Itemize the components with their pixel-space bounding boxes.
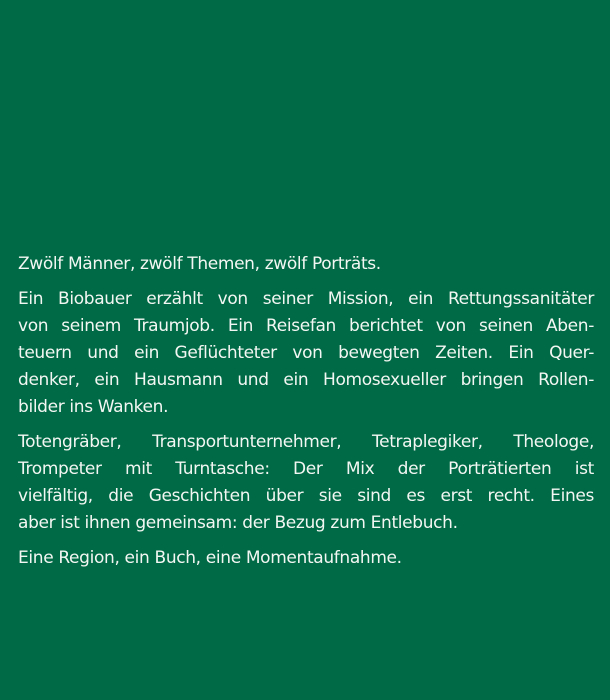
intro-line: Zwölf Männer, zwölf Themen, zwölf Porträts. bbox=[18, 254, 381, 274]
paragraph-mix-line: aber ist ihnen gemeinsam: der Bezug zum Entlebuch. bbox=[18, 513, 458, 533]
paragraph-mix-line: vielfältig, die Geschichten über sie sind es erst recht. Eines bbox=[18, 486, 594, 506]
paragraph-portraits bbox=[18, 286, 594, 421]
paragraph-portraits-line: denker, ein Hausmann und ein Homosexueller bringen Rollen- bbox=[18, 370, 594, 390]
paragraph-mix-line: Totengräber, Transportunternehmer, Tetraplegiker, Theologe, bbox=[18, 432, 594, 452]
paragraph-portraits-line: bilder ins Wanken. bbox=[18, 397, 169, 417]
paragraph-portraits-line: teuern und ein Geflüchteter von bewegten Zeiten. Ein Quer- bbox=[18, 343, 594, 363]
closing-line: Eine Region, ein Buch, eine Momentaufnahme. bbox=[18, 548, 402, 568]
paragraph-mix bbox=[18, 429, 594, 537]
paragraph-portraits-line: Ein Biobauer erzählt von seiner Mission, ein Rettungssanitäter bbox=[18, 289, 594, 309]
book-blurb bbox=[18, 251, 594, 580]
paragraph-mix-line: Trompeter mit Turntasche: Der Mix der Porträtierten ist bbox=[18, 459, 594, 479]
paragraph-portraits-line: von seinem Traumjob. Ein Reisefan berichtet von seinen Aben- bbox=[18, 316, 594, 336]
